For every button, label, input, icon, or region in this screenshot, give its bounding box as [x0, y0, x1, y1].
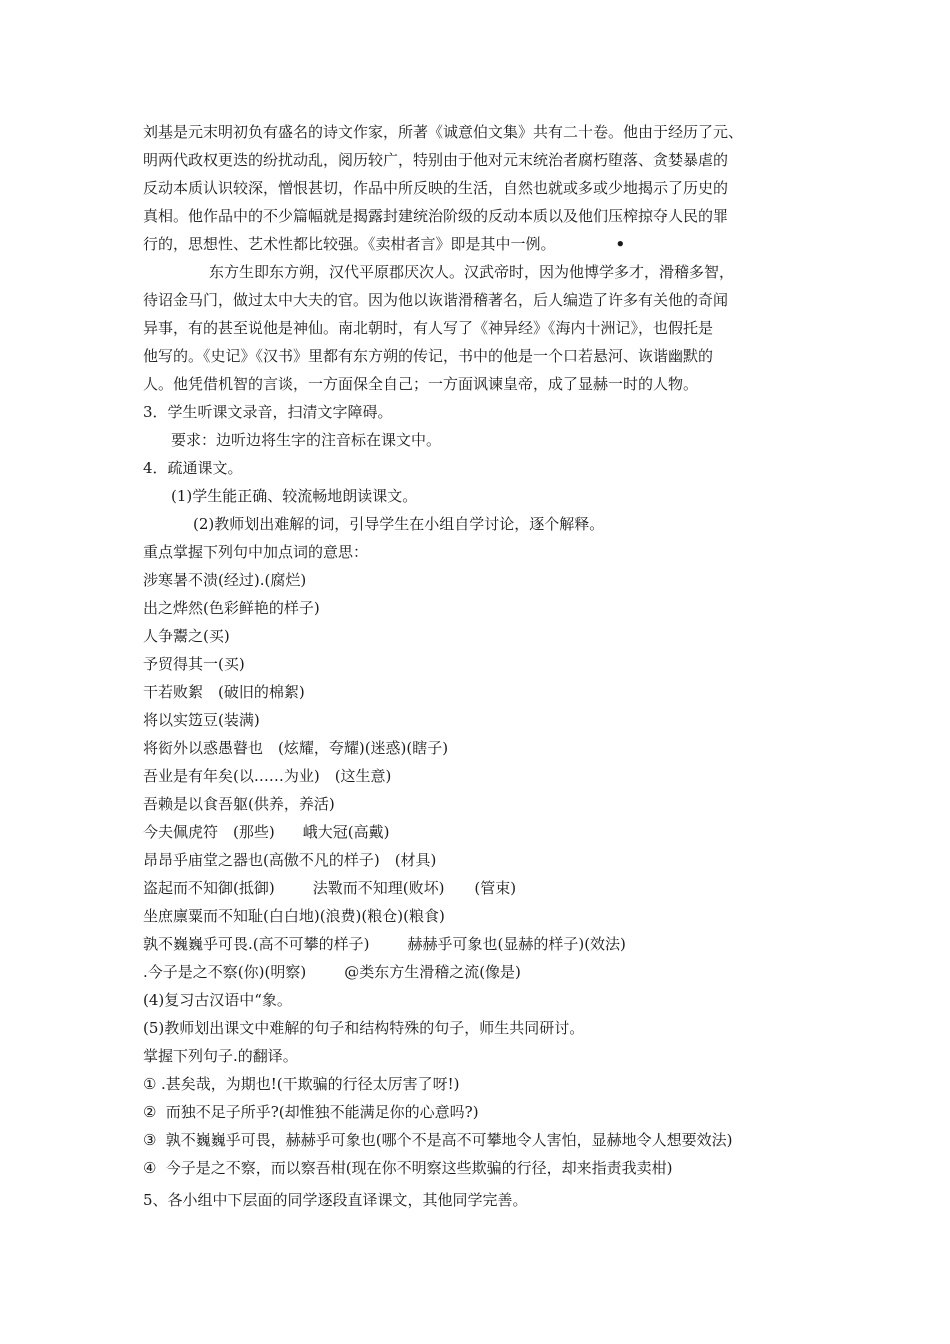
- list-item: 出之烨然(色彩鲜艳的样子): [143, 599, 320, 617]
- translation-list: [143, 1070, 813, 1182]
- step-4-5: (5)教师划出课文中难解的句子和结构特殊的句子，师生共同研讨。: [143, 1019, 585, 1037]
- intro-paragraph: [143, 118, 813, 258]
- list-item: 坐庶廪粟而不知耻(白白地)(浪费)(粮仓)(粮食): [143, 907, 445, 925]
- text-line: 明两代政权更迭的纷扰动乱，阅历较广，特别由于他对元末统治者腐朽堕落、贪婪暴虐的: [143, 151, 729, 169]
- list-item: 盗起而不知御(抵御) 法斁而不知理(败坏) (管束): [143, 879, 517, 897]
- list-item: ② 而独不足子所乎?(却惟独不能满足你的心意吗?): [143, 1098, 813, 1126]
- translation-title: 掌握下列句子.的翻译。: [143, 1047, 298, 1065]
- item-number: ③: [143, 1131, 157, 1149]
- list-item: 吾业是有年矣(以……为业) (这生意): [143, 767, 392, 785]
- bullet-mark: •: [615, 235, 626, 253]
- text-line: 待诏金马门，做过太中大夫的官。因为他以诙谐滑稽著名，后人编造了许多有关他的奇闻: [143, 291, 729, 309]
- list-item: 今夫佩虎符 (那些) 峨大冠(高戴): [143, 823, 390, 841]
- step-4: 4．疏通课文。: [143, 459, 243, 477]
- item-number: ②: [143, 1103, 157, 1121]
- step-3: 3．学生听课文录音，扫清文字障碍。: [143, 403, 393, 421]
- item-number: ①: [143, 1075, 157, 1093]
- item-number: ④: [143, 1159, 157, 1177]
- step-4-2: (2)教师划出难解的词，引导学生在小组自学讨论，逐个解释。: [193, 515, 605, 533]
- list-item: ③ 孰不巍巍乎可畏，赫赫乎可象也(哪个不是高不可攀地令人害怕，显赫地令人想要效法): [143, 1126, 813, 1154]
- text-line: 行的，思想性、艺术性都比较强。《卖柑者言》即是其中一例。 •: [143, 230, 813, 258]
- list-item: ④ 今子是之不察，而以察吾柑(现在你不明察这些欺骗的行径，却来指责我卖柑): [143, 1154, 813, 1182]
- vocab-title: 重点掌握下列句中加点词的意思：: [143, 543, 369, 561]
- list-item: 将以实笾豆(装满): [143, 711, 260, 729]
- step-4-1: (1)学生能正确、较流畅地朗读课文。: [171, 487, 418, 505]
- step-5: 5、各小组中下层面的同学逐段直译课文，其他同学完善。: [143, 1191, 528, 1209]
- text-line: 刘基是元末明初负有盛名的诗文作家，所著《诚意伯文集》共有二十卷。他由于经历了元、: [143, 123, 744, 141]
- list-item: 予贸得其一(买): [143, 655, 245, 673]
- vocab-list: [143, 566, 813, 986]
- text-line: 人。他凭借机智的言谈，一方面保全自己；一方面讽谏皇帝，成了显赫一时的人物。: [143, 375, 699, 393]
- list-item: 孰不巍巍乎可畏.(高不可攀的样子) 赫赫乎可象也(显赫的样子)(效法): [143, 935, 626, 953]
- text-line: 真相。他作品中的不少篇幅就是揭露封建统治阶级的反动本质以及他们压榨掠夺人民的罪: [143, 207, 729, 225]
- list-item: 干若败絮 (破旧的棉絮): [143, 683, 305, 701]
- list-item: 吾赖是以食吾躯(供养，养活): [143, 795, 335, 813]
- list-item: ① .甚矣哉，为期也!(干欺骗的行径太厉害了呀!): [143, 1070, 813, 1098]
- document-body: [143, 118, 813, 1214]
- list-item: .今子是之不察(你)(明察) @类东方生滑稽之流(像是): [143, 963, 521, 981]
- step-4-4: (4)复习古汉语中“象。: [143, 991, 292, 1009]
- list-item: 涉寒暑不溃(经过).(腐烂): [143, 571, 307, 589]
- text-line: 东方生即东方朔，汉代平原郡厌次人。汉武帝时，因为他博学多才，滑稽多智，: [209, 263, 735, 281]
- dongfang-paragraph: [143, 258, 813, 398]
- list-item: 人争鬻之(买): [143, 627, 230, 645]
- text-line: 反动本质认识较深，憎恨甚切，作品中所反映的生活，自然也就或多或少地揭示了历史的: [143, 179, 729, 197]
- step-3-requirement: 要求：边听边将生字的注音标在课文中。: [171, 431, 442, 449]
- text-line: 他写的。《史记》《汉书》里都有东方朔的传记，书中的他是一个口若悬河、诙谐幽默的: [143, 347, 714, 365]
- list-item: 将衒外以惑愚瞽也 (炫耀，夸耀)(迷惑)(瞎子): [143, 739, 449, 757]
- text-line: 异事，有的甚至说他是神仙。南北朝时，有人写了《神异经》《海内十洲记》，也假托是: [143, 319, 714, 337]
- list-item: 昂昂乎庙堂之器也(高傲不凡的样子) (材具): [143, 851, 437, 869]
